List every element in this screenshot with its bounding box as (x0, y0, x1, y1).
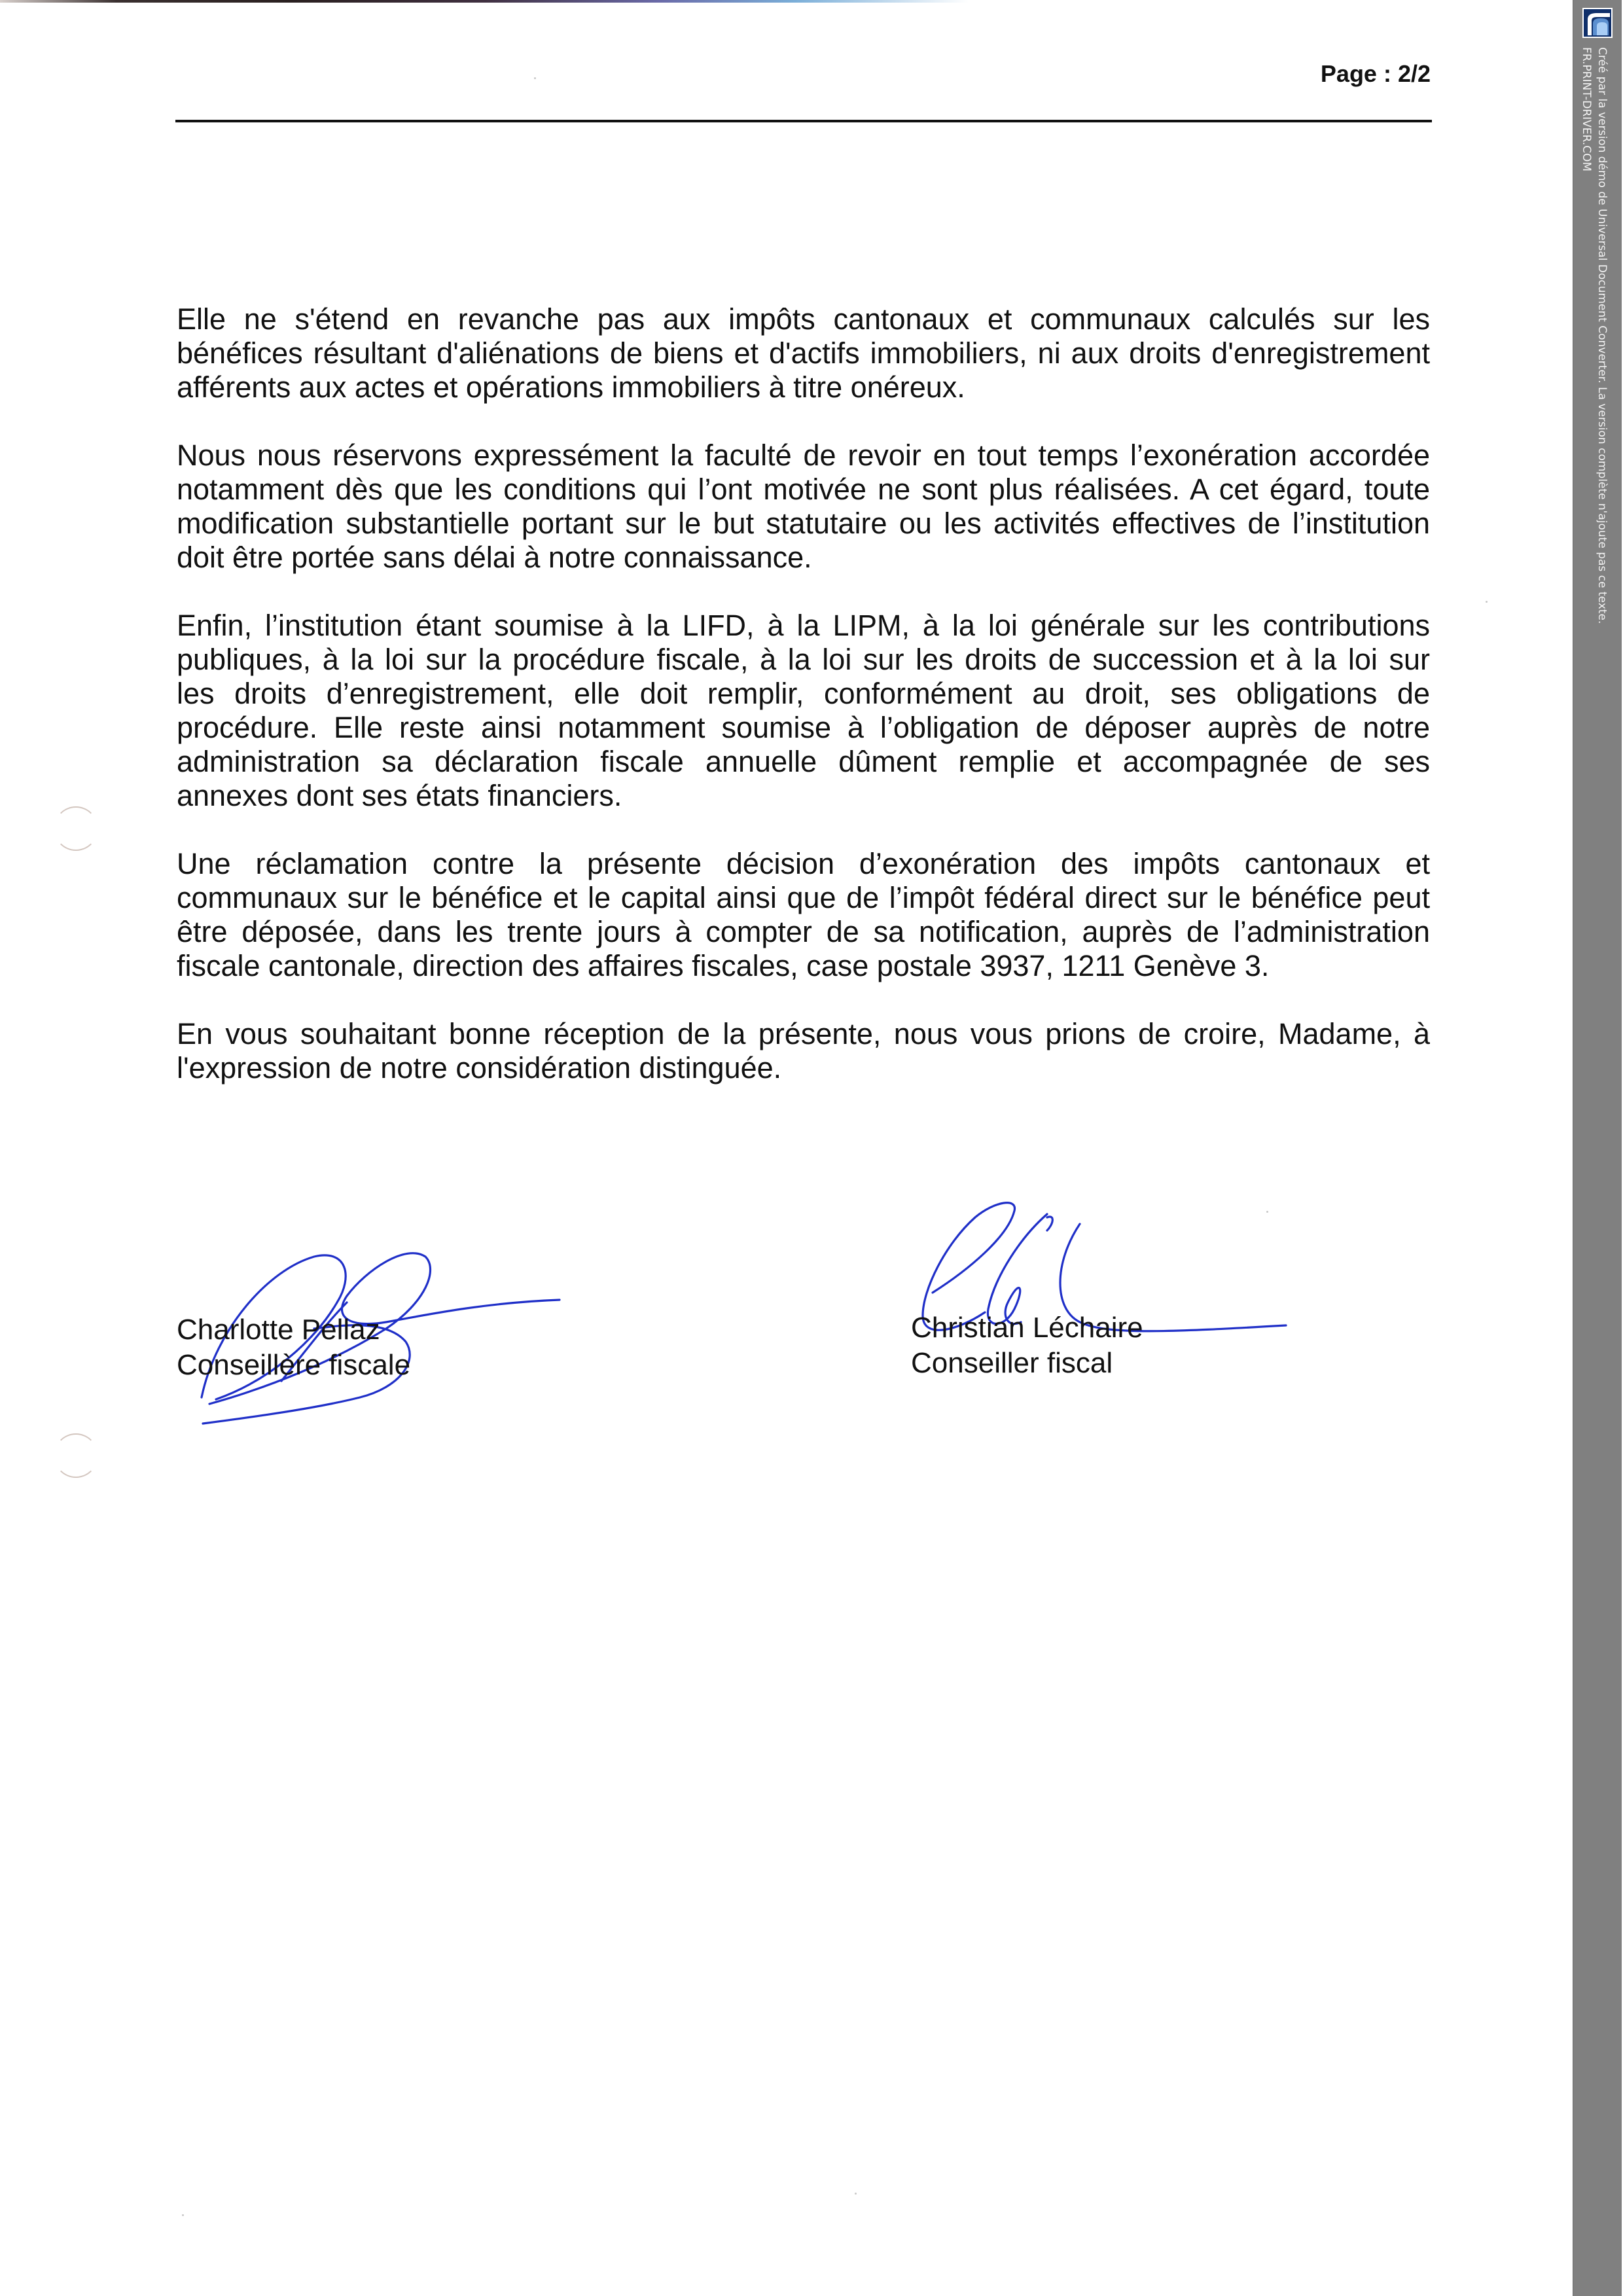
text-line: Enfin, l’institution étant soumise à la LIFD, à la LIPM, à la loi générale sur les contributions (177, 609, 1430, 642)
page-number: Page : 2/2 (1320, 60, 1431, 87)
scan-speck (1486, 601, 1488, 603)
text-line: procédure. Elle reste ainsi notamment soumise à l’obligation de déposer auprès de notre (177, 711, 1430, 744)
text-line: modification substantielle portant sur le but statutaire ou les activités effectives de l’institution (177, 507, 1430, 540)
paragraph-obligations (177, 609, 1430, 813)
watermark-text (1578, 47, 1610, 624)
paragraph-closing (177, 1017, 1430, 1085)
text-line: Nous nous réservons expressément la faculté de revoir en tout temps l’exonération accordée (177, 439, 1430, 472)
punch-hole-mark (54, 1433, 98, 1478)
text-line: afférents aux actes et opérations immobiliers à titre onéreux. (177, 370, 965, 404)
text-line: être déposée, dans les trente jours à compter de sa notification, auprès de l’administration (177, 915, 1430, 948)
text-line: Une réclamation contre la présente décision d’exonération des impôts cantonaux et (177, 847, 1430, 880)
header-divider (175, 120, 1432, 122)
scan-speck (855, 2193, 857, 2195)
text-line: bénéfices résultant d'aliénations de biens et d'actifs immobiliers, ni aux droits d'enregistrement (177, 336, 1430, 370)
punch-hole-mark (54, 806, 98, 851)
letter-body (177, 302, 1430, 1119)
watermark-line-1: Créé par la version démo de Universal Document Converter. La version complète n'ajoute pas ce texte. (1596, 47, 1609, 624)
text-line: l'expression de notre considération distinguée. (177, 1051, 782, 1085)
signatory-title: Conseillère fiscale (177, 1349, 411, 1381)
scan-speck (534, 77, 536, 79)
text-line: doit être portée sans délai à notre connaissance. (177, 541, 812, 574)
signatory-right (911, 1310, 1143, 1381)
text-line: notamment dès que les conditions qui l’ont motivée ne sont plus réalisées. A cet égard, toute (177, 473, 1430, 506)
scan-speck (182, 2214, 184, 2216)
converter-watermark-bar (1573, 0, 1622, 2296)
watermark-line-2: FR.PRINT-DRIVER.COM (1580, 47, 1593, 171)
text-line: annexes dont ses états financiers. (177, 779, 622, 812)
text-line: fiscale cantonale, direction des affaires fiscales, case postale 3937, 1211 Genève 3. (177, 949, 1270, 982)
text-line: les droits d’enregistrement, elle doit remplir, conformément au droit, ses obligations de (177, 677, 1430, 710)
scan-speck (1266, 1211, 1268, 1213)
signatory-name: Christian Léchaire (911, 1312, 1143, 1344)
text-line: En vous souhaitant bonne réception de la présente, nous vous prions de croire, Madame, à (177, 1017, 1430, 1050)
signatory-name: Charlotte Pellaz (177, 1314, 380, 1346)
document-converter-logo-icon (1582, 8, 1613, 38)
text-line: administration sa déclaration fiscale annuelle dûment remplie et accompagnée de ses (177, 745, 1430, 778)
paragraph-exclusions (177, 302, 1430, 404)
paragraph-appeal (177, 847, 1430, 983)
signatory-left (177, 1312, 410, 1383)
text-line: Elle ne s'étend en revanche pas aux impôts cantonaux et communaux calculés sur les (177, 302, 1430, 336)
scan-edge-artifact (0, 0, 969, 3)
text-line: publiques, à la loi sur la procédure fiscale, à la loi sur les droits de succession et à la loi sur (177, 643, 1430, 676)
text-line: communaux sur le bénéfice et le capital ainsi que de l’impôt fédéral direct sur le bénéfice peut (177, 881, 1430, 914)
signatory-title: Conseiller fiscal (911, 1347, 1113, 1379)
paragraph-reservation (177, 439, 1430, 575)
